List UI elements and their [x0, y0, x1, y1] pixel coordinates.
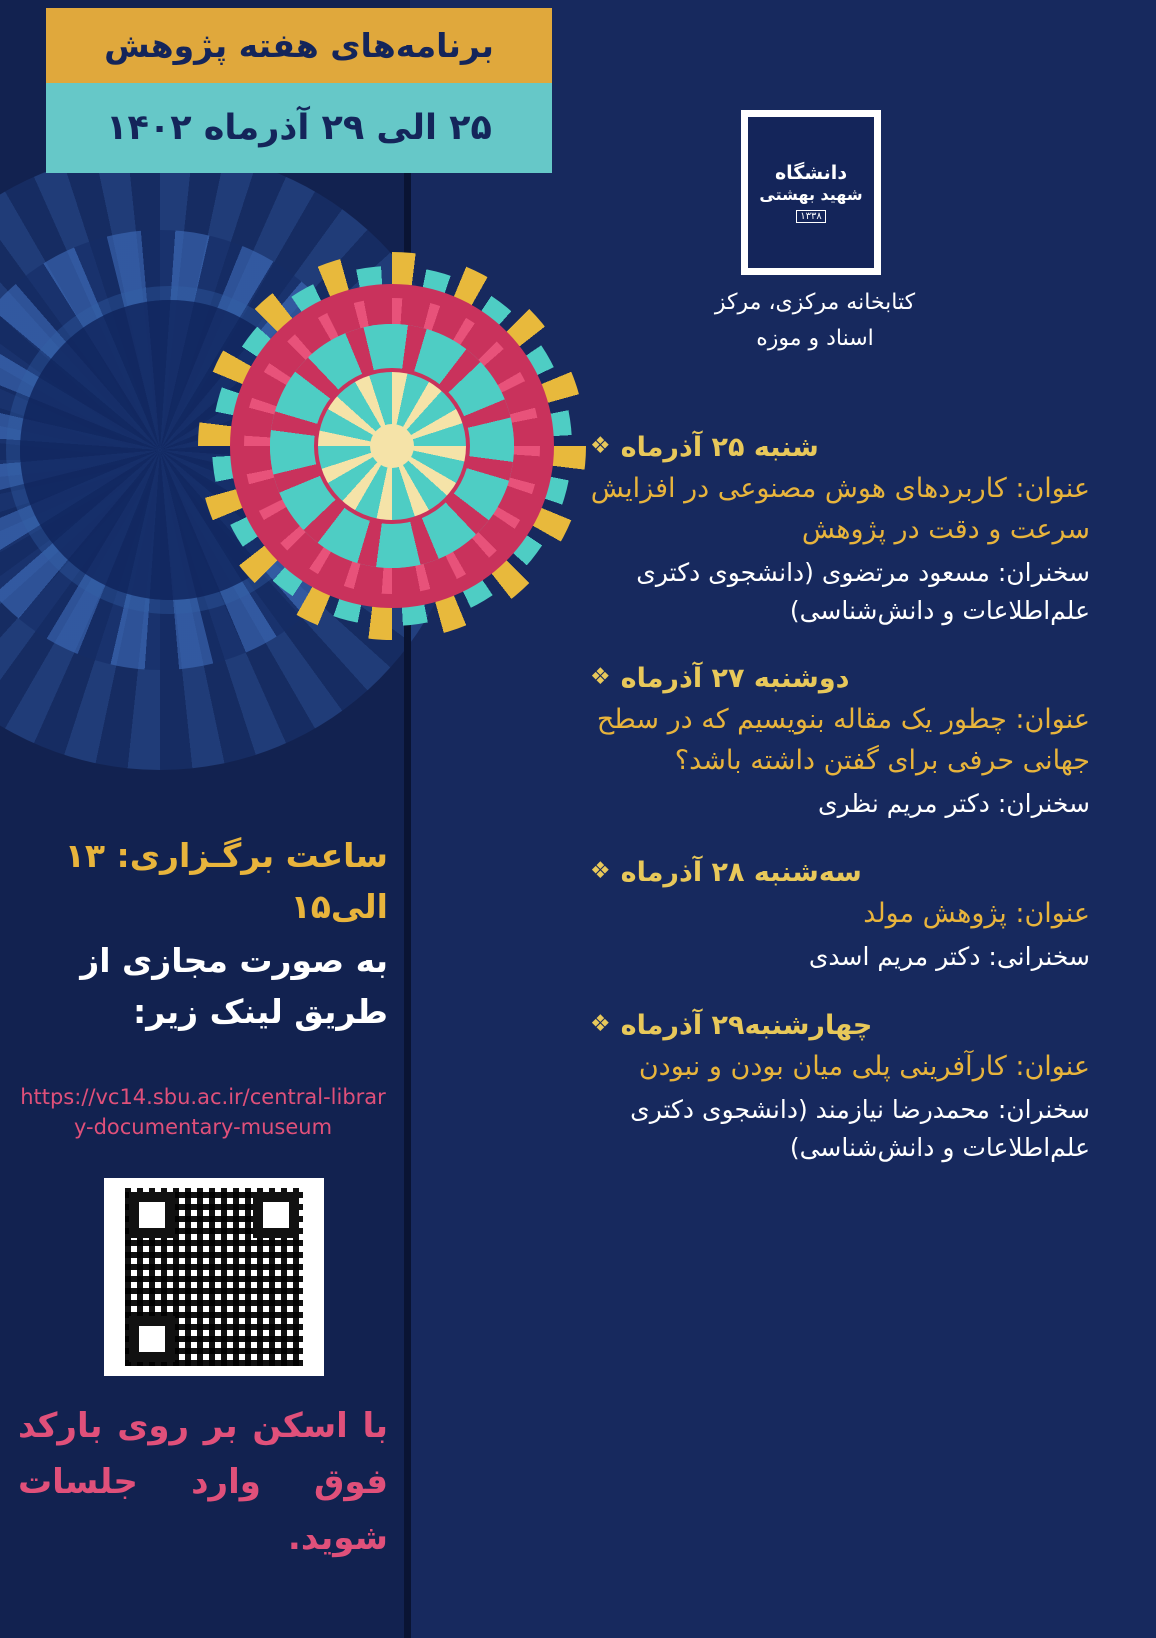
event-day-row	[590, 1010, 1090, 1041]
logo-year: ۱۳۳۸	[796, 210, 825, 223]
university-logo-inner	[748, 117, 874, 268]
event-day-row	[590, 857, 1090, 888]
diamond-bullet-icon: ❖	[590, 857, 611, 884]
university-logo	[741, 110, 881, 275]
event-speaker: سخنران: مسعود مرتضوی (دانشجوی دکتری علم‌اطلاعات و دانش‌شناسی)	[636, 558, 1090, 625]
event-day: چهارشنبه۲۹ آذرماه	[620, 1009, 873, 1041]
scan-instructions: با اسکن بر روی بارکد فوق وارد جلسات شوید.	[18, 1406, 388, 1559]
diamond-bullet-icon: ❖	[590, 1010, 611, 1037]
poster-date: ۲۵ الی ۲۹ آذرماه ۱۴۰۲	[106, 108, 492, 148]
events-list	[590, 432, 1090, 1200]
logo-line-1: دانشگاه	[774, 161, 848, 184]
decorative-medallion	[222, 276, 562, 616]
event-speaker: سخنرانی: دکتر مریم اسدی	[808, 942, 1090, 971]
virtual-notice: به صورت مجازی از طریق لینک زیر:	[80, 941, 388, 1032]
event-title: عنوان: کاربردهای هوش مصنوعی در افزایش سرعت و دقت در پژوهش	[590, 473, 1090, 545]
event-speaker: سخنران: محمدرضا نیازمند (دانشجوی دکتری علم‌اطلاعات و دانش‌شناسی)	[630, 1095, 1090, 1162]
diamond-bullet-icon: ❖	[590, 433, 611, 459]
event-item	[590, 663, 1090, 823]
event-day: سه‌شنبه ۲۸ آذرماه	[620, 856, 862, 888]
event-speaker: سخنران: دکتر مریم نظری	[818, 789, 1090, 818]
event-item	[590, 1010, 1090, 1167]
logo-line-2: شهید بهشتی	[759, 185, 863, 205]
poster-title-banner	[46, 8, 552, 83]
event-title: عنوان: کارآفرینی پلی میان بودن و نبودن	[638, 1050, 1090, 1082]
event-item	[590, 857, 1090, 976]
event-day-row	[590, 663, 1090, 694]
event-day: شنبه ۲۵ آذرماه	[620, 432, 819, 463]
event-day: دوشنبه ۲۷ آذرماه	[620, 663, 850, 694]
diamond-bullet-icon: ❖	[590, 664, 611, 690]
library-caption: کتابخانه مرکزی، مرکز اسناد و موزه	[714, 290, 916, 352]
poster-date-banner	[46, 83, 552, 173]
event-item	[590, 432, 1090, 629]
session-link[interactable]: https://vc14.sbu.ac.ir/central-library-documentary-museum	[20, 1085, 386, 1140]
session-time: ساعت برگـزاری: ۱۳ الی۱۵	[64, 836, 388, 927]
medallion-center	[370, 424, 414, 468]
event-title: عنوان: چطور یک مقاله بنویسیم که در سطح جهانی حرفی برای گفتن داشته باشد؟	[596, 704, 1090, 776]
event-title: عنوان: پژوهش مولد	[863, 897, 1090, 929]
event-day-row	[590, 432, 1090, 463]
poster-title: برنامه‌های هفته پژوهش	[104, 26, 494, 65]
qr-eye-bottom-left	[129, 1316, 175, 1362]
qr-code-pattern	[125, 1188, 303, 1366]
qr-code[interactable]	[104, 1178, 324, 1376]
